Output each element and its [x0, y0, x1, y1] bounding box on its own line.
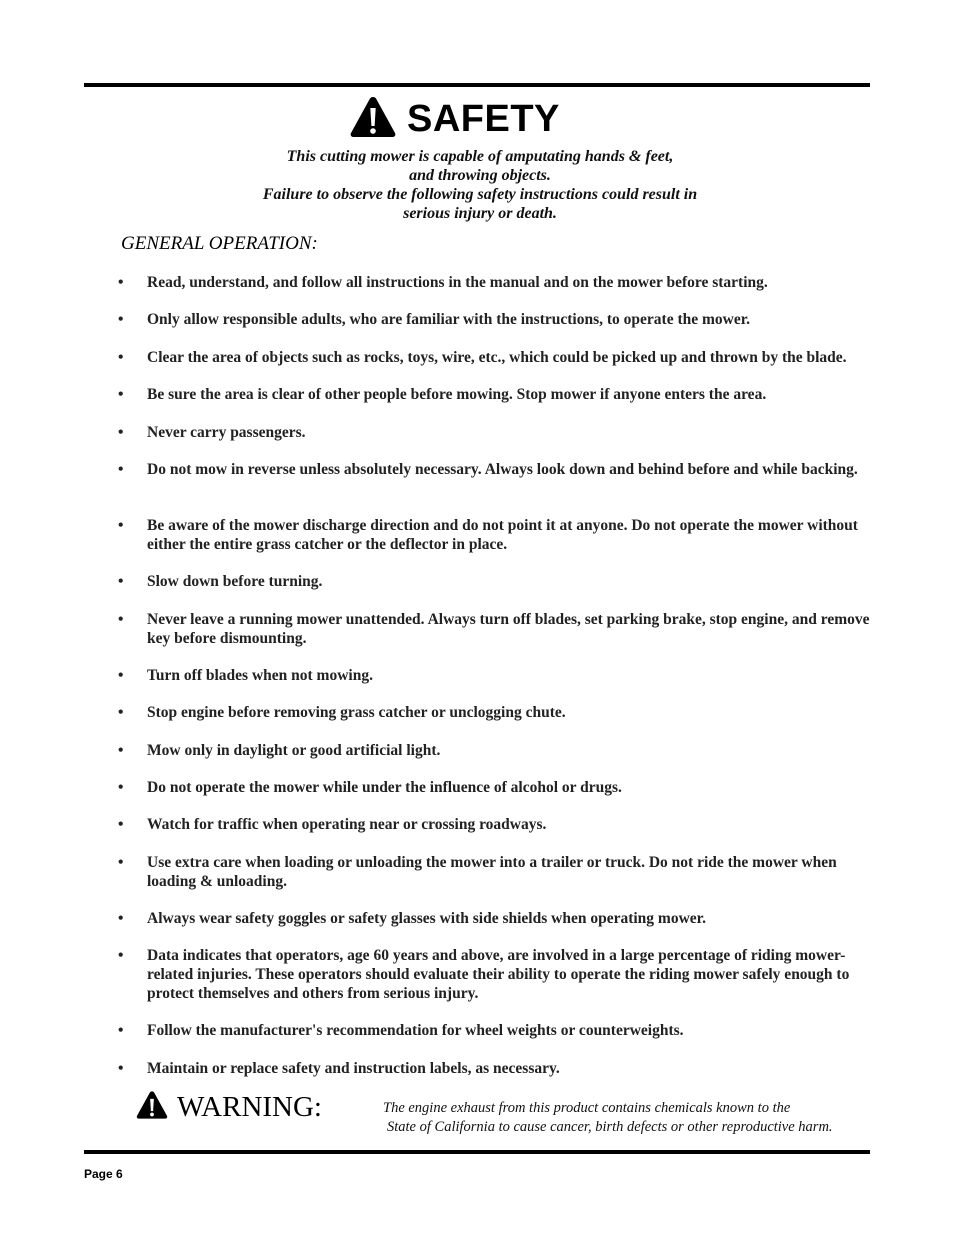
list-item: [118, 385, 878, 404]
list-item-text: Be sure the area is clear of other people before mowing. Stop mower if anyone enters the area.: [147, 386, 767, 403]
list-item-text: Do not operate the mower while under the influence of alcohol or drugs.: [147, 779, 622, 796]
page-number: Page 6: [84, 1167, 123, 1181]
list-item-text: Only allow responsible adults, who are familiar with the instructions, to operate the mower.: [147, 311, 751, 328]
list-item: [118, 946, 878, 1003]
list-item: [118, 1059, 878, 1078]
list-item: [118, 703, 878, 722]
list-item: [118, 1021, 878, 1040]
list-item: [118, 423, 878, 442]
list-item-text: Maintain or replace safety and instruction labels, as necessary.: [147, 1060, 560, 1077]
list-item: [118, 516, 878, 554]
list-item: [118, 666, 878, 685]
top-rule: [84, 83, 870, 87]
list-item: [118, 778, 878, 797]
section-title: GENERAL OPERATION:: [121, 233, 318, 254]
list-item: [118, 741, 878, 760]
list-item: [118, 572, 878, 591]
intro-line: Failure to observe the following safety instructions could result in: [262, 186, 698, 203]
list-item-text: Follow the manufacturer's recommendation for wheel weights or counterweights.: [147, 1022, 684, 1039]
list-item-text: Turn off blades when not mowing.: [147, 667, 373, 684]
list-item-text: Always wear safety goggles or safety glasses with side shields when operating mower.: [147, 910, 706, 927]
warning-line: The engine exhaust from this product contains chemicals known to the: [383, 1100, 791, 1116]
warning-triangle-icon: [135, 1090, 169, 1124]
list-item-text: Never carry passengers.: [147, 424, 306, 441]
list-item: [118, 815, 878, 834]
bullet: •: [118, 1022, 124, 1039]
list-item-text: Be aware of the mower discharge direction and do not point it at anyone. Do not operate the mower without either the entire grass catcher or the deflector in place.: [147, 517, 858, 553]
intro-warning-text: [180, 147, 780, 223]
page-title: SAFETY: [407, 97, 560, 140]
bullet: •: [118, 311, 124, 328]
safety-header: [349, 96, 560, 142]
bullet: •: [118, 274, 124, 291]
bullet: •: [118, 573, 124, 590]
list-item-text: Mow only in daylight or good artificial light.: [147, 742, 441, 759]
list-item-text: Stop engine before removing grass catcher or unclogging chute.: [147, 704, 566, 721]
list-item: [118, 610, 878, 648]
warning-notice: [135, 1090, 322, 1124]
bullet: •: [118, 947, 124, 964]
bullet: •: [118, 816, 124, 833]
list-item: [118, 310, 878, 329]
list-item: [118, 460, 878, 479]
bullet: •: [118, 386, 124, 403]
list-item-text: Never leave a running mower unattended. Always turn off blades, set parking brake, stop engine, and remove key before dismounting.: [147, 611, 870, 647]
bullet: •: [118, 611, 124, 628]
warning-label: WARNING:: [177, 1090, 322, 1123]
list-item-text: Use extra care when loading or unloading the mower into a trailer or truck. Do not ride the mower when loading & unloading.: [147, 854, 837, 890]
warning-line: State of California to cause cancer, birth defects or other reproductive harm.: [387, 1119, 833, 1135]
list-item-text: Slow down before turning.: [147, 573, 323, 590]
bullet: •: [118, 779, 124, 796]
bullet: •: [118, 1060, 124, 1077]
list-item: [118, 909, 878, 928]
intro-line: serious injury or death.: [403, 205, 557, 222]
list-item-text: Do not mow in reverse unless absolutely necessary. Always look down and behind before and while backing.: [147, 461, 858, 478]
bullet: •: [118, 910, 124, 927]
intro-line: and throwing objects.: [409, 167, 551, 184]
list-item: [118, 273, 878, 292]
bullet: •: [118, 461, 124, 478]
list-item: [118, 348, 878, 367]
list-item-text: Watch for traffic when operating near or crossing roadways.: [147, 816, 547, 833]
warning-text: [383, 1099, 863, 1137]
warning-triangle-icon: [349, 95, 397, 143]
list-item-text: Read, understand, and follow all instructions in the manual and on the mower before starting.: [147, 274, 768, 291]
bullet: •: [118, 704, 124, 721]
bullet: •: [118, 742, 124, 759]
bottom-rule: [84, 1150, 870, 1154]
bullet: •: [118, 854, 124, 871]
bullet: •: [118, 667, 124, 684]
list-item-text: Clear the area of objects such as rocks, toys, wire, etc., which could be picked up and thrown by the blade.: [147, 349, 847, 366]
intro-line: This cutting mower is capable of amputating hands & feet,: [286, 148, 674, 165]
bullet: •: [118, 517, 124, 534]
list-item: [118, 853, 878, 891]
bullet: •: [118, 424, 124, 441]
list-item-text: Data indicates that operators, age 60 years and above, are involved in a large percentage of riding mower-related injuries. These operators should evaluate their ability to operate the riding mower safely enough to protect themselves and others from serious injury.: [147, 947, 850, 1002]
bullet: •: [118, 349, 124, 366]
